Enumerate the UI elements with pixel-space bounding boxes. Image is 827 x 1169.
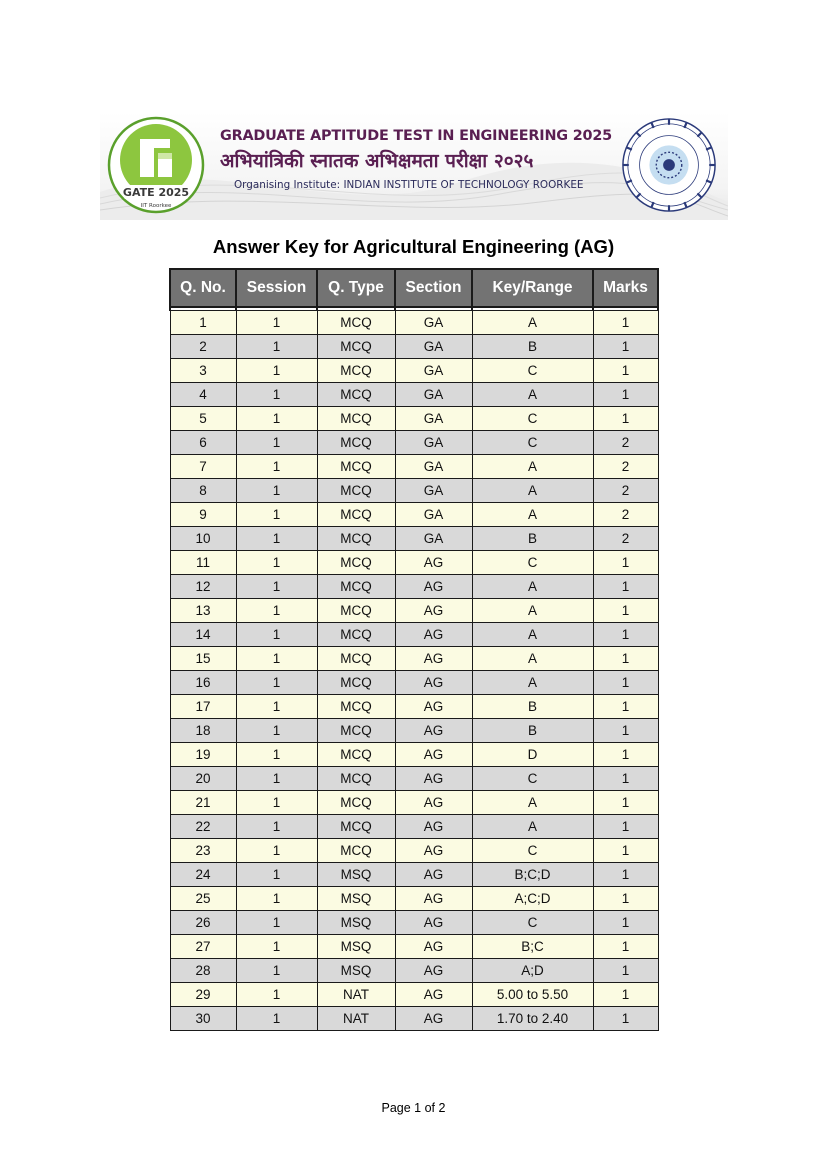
cell-session: 1 xyxy=(236,527,317,551)
cell-q-type: MCQ xyxy=(317,623,395,647)
cell-section: AG xyxy=(395,911,472,935)
cell-key-range: 1.70 to 2.40 xyxy=(472,1007,593,1031)
cell-marks: 1 xyxy=(593,1007,658,1031)
cell-key-range: A xyxy=(472,623,593,647)
cell-key-range: B;C xyxy=(472,935,593,959)
cell-q-no: 7 xyxy=(170,455,236,479)
cell-session: 1 xyxy=(236,431,317,455)
cell-session: 1 xyxy=(236,935,317,959)
cell-q-no: 26 xyxy=(170,911,236,935)
table-row xyxy=(170,503,658,527)
cell-section: GA xyxy=(395,335,472,359)
cell-marks: 1 xyxy=(593,887,658,911)
table-row xyxy=(170,623,658,647)
cell-session: 1 xyxy=(236,791,317,815)
cell-q-type: MSQ xyxy=(317,959,395,983)
cell-marks: 1 xyxy=(593,647,658,671)
cell-q-type: MCQ xyxy=(317,719,395,743)
cell-session: 1 xyxy=(236,575,317,599)
cell-marks: 1 xyxy=(593,671,658,695)
cell-session: 1 xyxy=(236,911,317,935)
cell-marks: 1 xyxy=(593,623,658,647)
cell-marks: 1 xyxy=(593,911,658,935)
cell-section: AG xyxy=(395,647,472,671)
table-row xyxy=(170,647,658,671)
cell-marks: 1 xyxy=(593,383,658,407)
cell-marks: 1 xyxy=(593,575,658,599)
header-q-no: Q. No. xyxy=(170,269,236,307)
cell-q-type: MSQ xyxy=(317,863,395,887)
cell-session: 1 xyxy=(236,359,317,383)
cell-key-range: B xyxy=(472,527,593,551)
cell-section: AG xyxy=(395,791,472,815)
cell-session: 1 xyxy=(236,815,317,839)
cell-q-type: MCQ xyxy=(317,647,395,671)
cell-marks: 2 xyxy=(593,503,658,527)
cell-session: 1 xyxy=(236,503,317,527)
cell-section: AG xyxy=(395,695,472,719)
cell-session: 1 xyxy=(236,383,317,407)
table-row xyxy=(170,695,658,719)
cell-q-type: MCQ xyxy=(317,359,395,383)
cell-session: 1 xyxy=(236,311,317,335)
cell-q-type: MCQ xyxy=(317,743,395,767)
header-session: Session xyxy=(236,269,317,307)
cell-session: 1 xyxy=(236,983,317,1007)
cell-q-type: NAT xyxy=(317,1007,395,1031)
cell-q-no: 17 xyxy=(170,695,236,719)
page-number: Page 1 of 2 xyxy=(381,1101,446,1115)
cell-q-no: 11 xyxy=(170,551,236,575)
cell-key-range: A xyxy=(472,503,593,527)
page-title: Answer Key for Agricultural Engineering (AG) xyxy=(212,236,615,257)
iit-roorkee-emblem-icon xyxy=(620,116,718,214)
table-row xyxy=(170,527,658,551)
cell-q-type: MCQ xyxy=(317,431,395,455)
cell-q-no: 12 xyxy=(170,575,236,599)
cell-q-type: MCQ xyxy=(317,527,395,551)
table-row xyxy=(170,1007,658,1031)
cell-section: AG xyxy=(395,887,472,911)
cell-key-range: A xyxy=(472,647,593,671)
cell-q-type: MCQ xyxy=(317,311,395,335)
cell-section: AG xyxy=(395,863,472,887)
cell-q-no: 29 xyxy=(170,983,236,1007)
answer-key-table xyxy=(169,268,659,1031)
cell-q-no: 9 xyxy=(170,503,236,527)
table-row xyxy=(170,767,658,791)
cell-session: 1 xyxy=(236,887,317,911)
cell-marks: 1 xyxy=(593,599,658,623)
cell-session: 1 xyxy=(236,767,317,791)
cell-q-type: NAT xyxy=(317,983,395,1007)
cell-key-range: A xyxy=(472,791,593,815)
cell-section: GA xyxy=(395,383,472,407)
cell-session: 1 xyxy=(236,959,317,983)
table-row xyxy=(170,887,658,911)
table-row xyxy=(170,719,658,743)
cell-section: GA xyxy=(395,311,472,335)
cell-q-no: 22 xyxy=(170,815,236,839)
table-row xyxy=(170,311,658,335)
cell-key-range: C xyxy=(472,407,593,431)
cell-key-range: A xyxy=(472,479,593,503)
cell-key-range: A xyxy=(472,671,593,695)
table-row xyxy=(170,479,658,503)
cell-key-range: A xyxy=(472,599,593,623)
cell-q-no: 24 xyxy=(170,863,236,887)
cell-key-range: A xyxy=(472,455,593,479)
cell-q-no: 14 xyxy=(170,623,236,647)
cell-section: GA xyxy=(395,359,472,383)
cell-marks: 2 xyxy=(593,455,658,479)
cell-key-range: C xyxy=(472,839,593,863)
cell-q-type: MCQ xyxy=(317,503,395,527)
cell-q-no: 16 xyxy=(170,671,236,695)
cell-session: 1 xyxy=(236,455,317,479)
cell-q-type: MSQ xyxy=(317,911,395,935)
cell-section: GA xyxy=(395,503,472,527)
header-section: Section xyxy=(395,269,472,307)
cell-q-type: MCQ xyxy=(317,383,395,407)
table-row xyxy=(170,431,658,455)
banner-text-block xyxy=(210,128,620,191)
cell-key-range: A xyxy=(472,575,593,599)
cell-marks: 2 xyxy=(593,527,658,551)
cell-section: GA xyxy=(395,479,472,503)
cell-key-range: A xyxy=(472,815,593,839)
cell-section: AG xyxy=(395,935,472,959)
table-row xyxy=(170,551,658,575)
cell-marks: 1 xyxy=(593,335,658,359)
cell-session: 1 xyxy=(236,647,317,671)
cell-session: 1 xyxy=(236,479,317,503)
header-banner xyxy=(100,112,728,220)
cell-session: 1 xyxy=(236,671,317,695)
cell-q-type: MCQ xyxy=(317,599,395,623)
cell-key-range: B xyxy=(472,719,593,743)
table-row xyxy=(170,983,658,1007)
gate-logo-icon xyxy=(106,115,206,215)
cell-q-no: 23 xyxy=(170,839,236,863)
cell-marks: 1 xyxy=(593,839,658,863)
cell-q-type: MCQ xyxy=(317,479,395,503)
table-body xyxy=(170,307,658,1031)
cell-q-no: 19 xyxy=(170,743,236,767)
cell-q-no: 21 xyxy=(170,791,236,815)
cell-q-no: 3 xyxy=(170,359,236,383)
table-row xyxy=(170,407,658,431)
header-q-type: Q. Type xyxy=(317,269,395,307)
table-row xyxy=(170,815,658,839)
cell-session: 1 xyxy=(236,743,317,767)
cell-key-range: C xyxy=(472,911,593,935)
cell-session: 1 xyxy=(236,407,317,431)
cell-marks: 1 xyxy=(593,719,658,743)
cell-q-no: 25 xyxy=(170,887,236,911)
cell-q-no: 27 xyxy=(170,935,236,959)
cell-q-type: MCQ xyxy=(317,791,395,815)
cell-q-type: MCQ xyxy=(317,407,395,431)
cell-session: 1 xyxy=(236,1007,317,1031)
cell-key-range: 5.00 to 5.50 xyxy=(472,983,593,1007)
cell-session: 1 xyxy=(236,335,317,359)
cell-marks: 1 xyxy=(593,743,658,767)
cell-session: 1 xyxy=(236,695,317,719)
table-row xyxy=(170,743,658,767)
cell-q-no: 30 xyxy=(170,1007,236,1031)
cell-q-no: 4 xyxy=(170,383,236,407)
cell-section: AG xyxy=(395,671,472,695)
cell-q-type: MCQ xyxy=(317,551,395,575)
table-row xyxy=(170,335,658,359)
table-row xyxy=(170,911,658,935)
cell-section: AG xyxy=(395,839,472,863)
cell-key-range: A xyxy=(472,383,593,407)
banner-title-english: GRADUATE APTITUDE TEST IN ENGINEERING 2025 xyxy=(220,128,612,144)
cell-q-no: 10 xyxy=(170,527,236,551)
cell-marks: 1 xyxy=(593,695,658,719)
cell-marks: 1 xyxy=(593,551,658,575)
cell-marks: 1 xyxy=(593,407,658,431)
cell-section: AG xyxy=(395,719,472,743)
table-row xyxy=(170,839,658,863)
cell-key-range: B xyxy=(472,695,593,719)
cell-key-range: C xyxy=(472,551,593,575)
cell-section: GA xyxy=(395,455,472,479)
cell-key-range: A;D xyxy=(472,959,593,983)
table-row xyxy=(170,791,658,815)
cell-marks: 1 xyxy=(593,863,658,887)
cell-section: GA xyxy=(395,431,472,455)
cell-key-range: C xyxy=(472,767,593,791)
cell-q-type: MSQ xyxy=(317,935,395,959)
cell-key-range: A xyxy=(472,311,593,335)
cell-key-range: C xyxy=(472,359,593,383)
cell-marks: 1 xyxy=(593,815,658,839)
cell-q-no: 18 xyxy=(170,719,236,743)
cell-marks: 1 xyxy=(593,983,658,1007)
banner-title-hindi: अभियांत्रिकी स्नातक अभिक्षमता परीक्षा २०२५ xyxy=(220,150,534,172)
cell-marks: 1 xyxy=(593,359,658,383)
cell-q-no: 15 xyxy=(170,647,236,671)
cell-section: GA xyxy=(395,527,472,551)
cell-section: AG xyxy=(395,551,472,575)
cell-q-type: MCQ xyxy=(317,839,395,863)
cell-session: 1 xyxy=(236,719,317,743)
cell-key-range: B;C;D xyxy=(472,863,593,887)
cell-section: AG xyxy=(395,767,472,791)
cell-session: 1 xyxy=(236,623,317,647)
cell-q-no: 13 xyxy=(170,599,236,623)
header-marks: Marks xyxy=(593,269,658,307)
cell-key-range: C xyxy=(472,431,593,455)
cell-section: AG xyxy=(395,1007,472,1031)
cell-marks: 1 xyxy=(593,959,658,983)
cell-q-no: 8 xyxy=(170,479,236,503)
cell-session: 1 xyxy=(236,863,317,887)
cell-q-type: MCQ xyxy=(317,455,395,479)
cell-q-type: MCQ xyxy=(317,695,395,719)
cell-q-no: 20 xyxy=(170,767,236,791)
table-row xyxy=(170,455,658,479)
table-row xyxy=(170,383,658,407)
cell-section: GA xyxy=(395,407,472,431)
cell-section: AG xyxy=(395,983,472,1007)
cell-marks: 1 xyxy=(593,767,658,791)
cell-q-type: MCQ xyxy=(317,335,395,359)
table-row xyxy=(170,671,658,695)
table-row xyxy=(170,359,658,383)
cell-section: AG xyxy=(395,623,472,647)
cell-session: 1 xyxy=(236,599,317,623)
table-row xyxy=(170,863,658,887)
table-row xyxy=(170,959,658,983)
cell-session: 1 xyxy=(236,839,317,863)
cell-q-type: MCQ xyxy=(317,815,395,839)
cell-section: AG xyxy=(395,815,472,839)
cell-q-type: MCQ xyxy=(317,767,395,791)
cell-q-no: 1 xyxy=(170,311,236,335)
cell-q-type: MCQ xyxy=(317,575,395,599)
cell-session: 1 xyxy=(236,551,317,575)
cell-q-no: 6 xyxy=(170,431,236,455)
cell-key-range: D xyxy=(472,743,593,767)
cell-key-range: A;C;D xyxy=(472,887,593,911)
cell-q-type: MSQ xyxy=(317,887,395,911)
cell-section: AG xyxy=(395,959,472,983)
cell-q-no: 28 xyxy=(170,959,236,983)
cell-marks: 1 xyxy=(593,791,658,815)
cell-section: AG xyxy=(395,743,472,767)
table-row xyxy=(170,935,658,959)
cell-q-type: MCQ xyxy=(317,671,395,695)
cell-marks: 1 xyxy=(593,311,658,335)
cell-section: AG xyxy=(395,575,472,599)
cell-marks: 2 xyxy=(593,479,658,503)
header-key-range: Key/Range xyxy=(472,269,593,307)
cell-section: AG xyxy=(395,599,472,623)
cell-key-range: B xyxy=(472,335,593,359)
cell-marks: 2 xyxy=(593,431,658,455)
cell-marks: 1 xyxy=(593,935,658,959)
cell-q-no: 5 xyxy=(170,407,236,431)
cell-q-no: 2 xyxy=(170,335,236,359)
table-row xyxy=(170,575,658,599)
table-row xyxy=(170,599,658,623)
table-header-row xyxy=(170,269,658,307)
gate-logo-subtext: IIT Roorkee xyxy=(140,203,172,209)
banner-organiser: Organising Institute: INDIAN INSTITUTE OF TECHNOLOGY ROORKEE xyxy=(234,179,584,191)
gate-logo-text: GATE 2025 xyxy=(122,186,190,199)
